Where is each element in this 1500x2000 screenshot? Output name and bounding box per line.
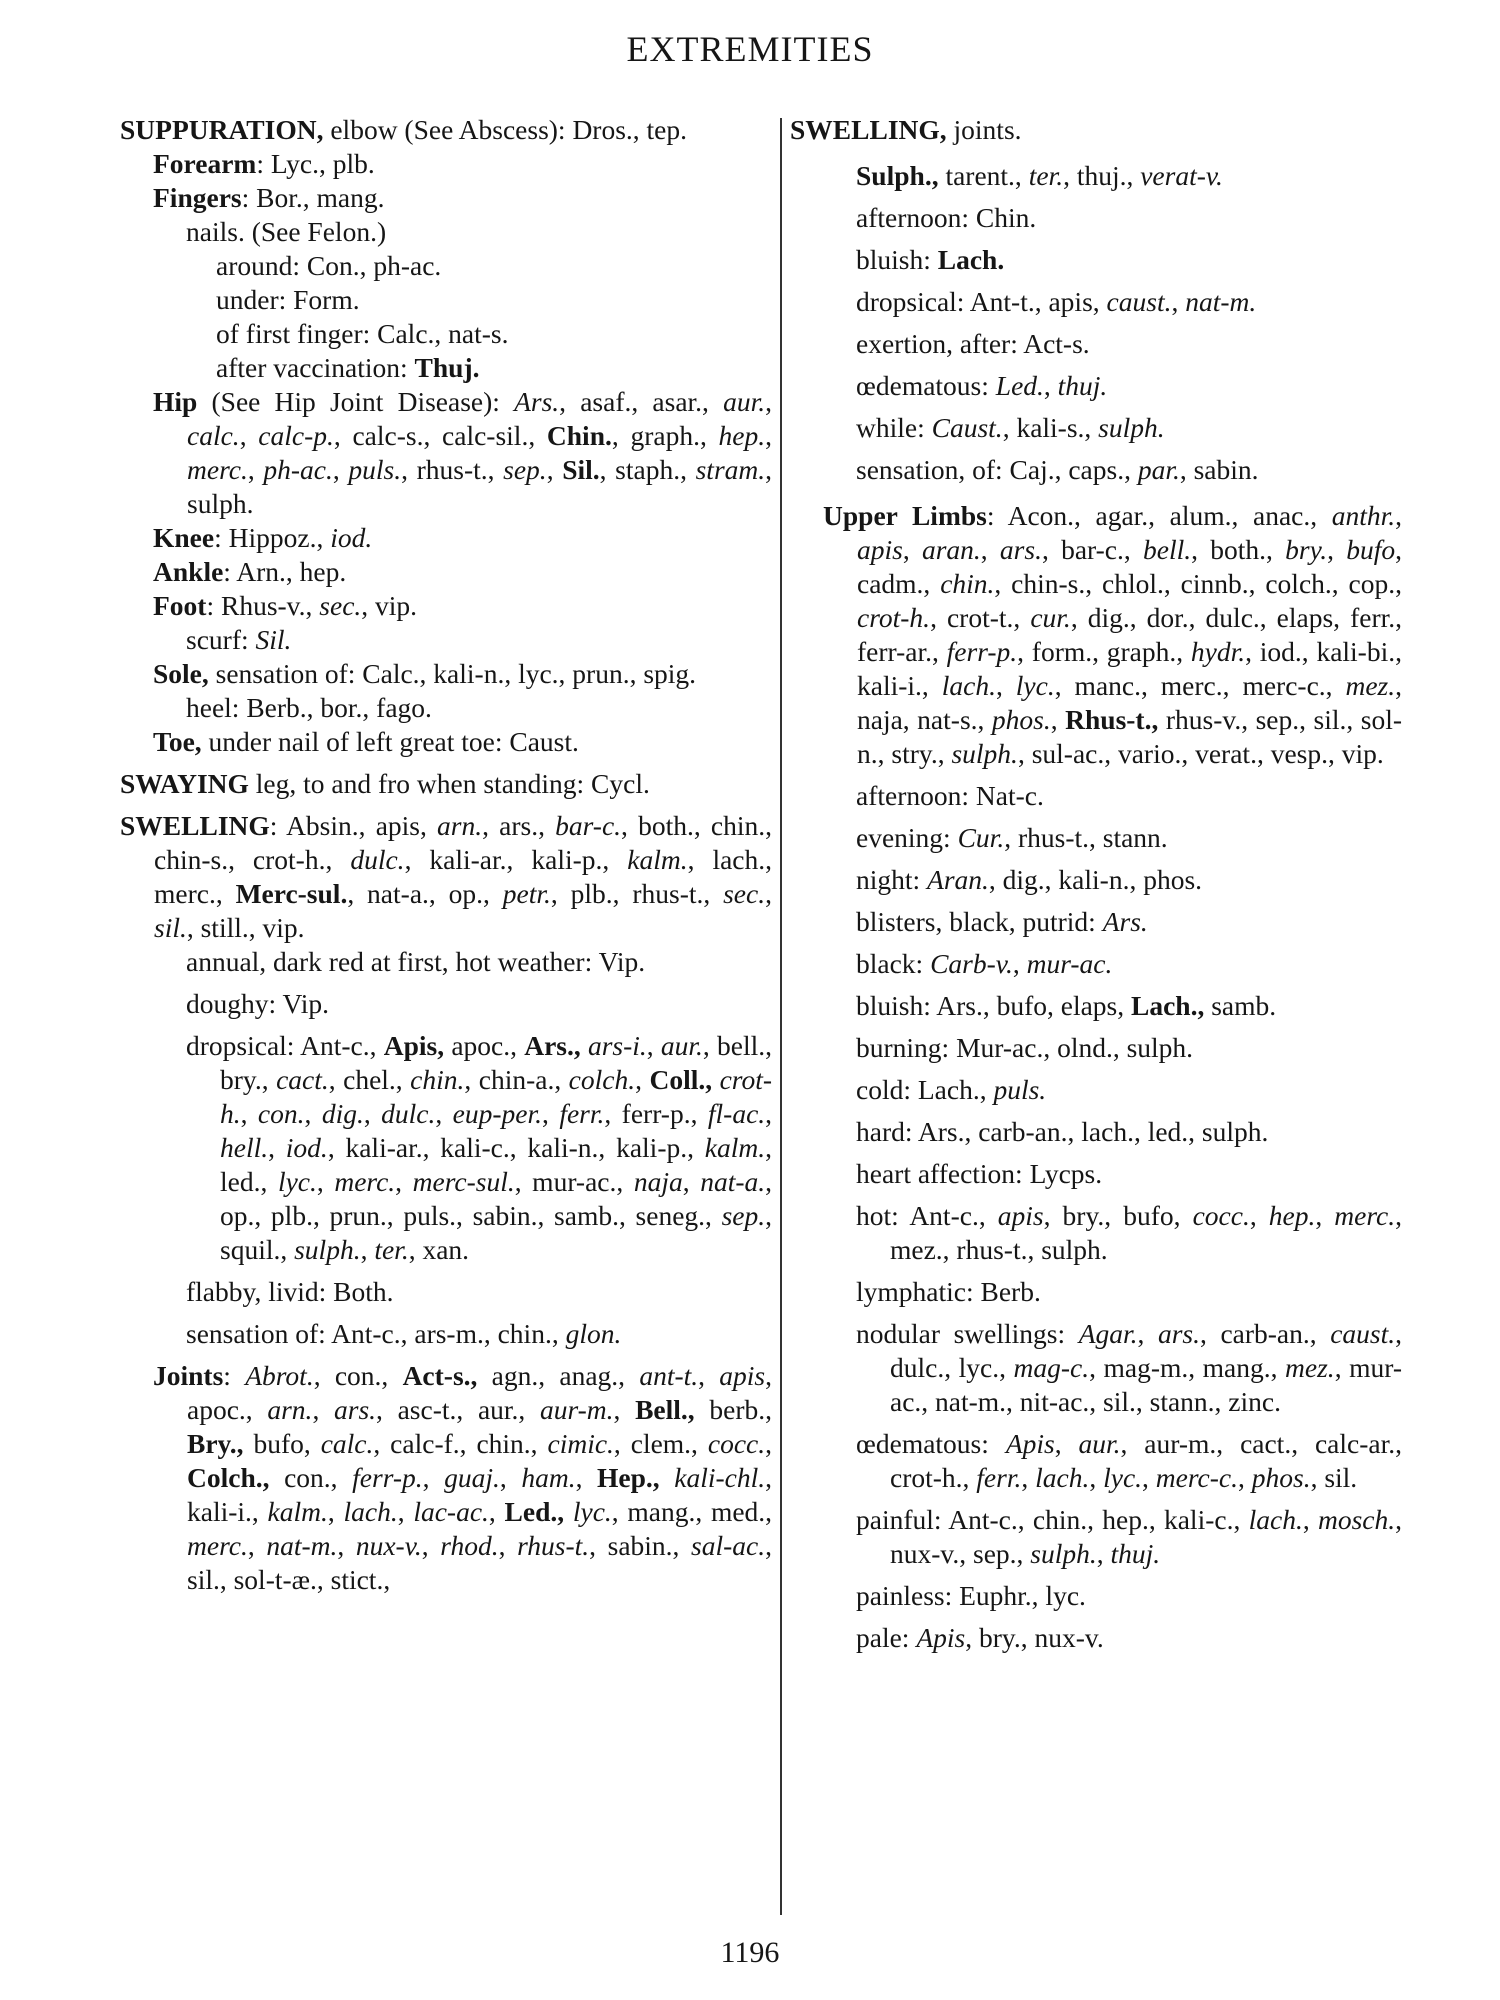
- index-entry: Ankle: Arn., hep.: [153, 556, 347, 587]
- index-entry: doughy: Vip.: [186, 988, 329, 1019]
- index-entry: SWAYING leg, to and fro when standing: Cycl.: [120, 768, 650, 799]
- index-entry: Hip (See Hip Joint Disease): Ars., asaf., asar., aur., calc., calc-p., calc-s., calc-sil., Chin., graph., hep., merc., ph-ac., puls., rhus-t., sep., Sil., staph., stram., sulph.: [153, 386, 773, 519]
- index-entry: Fingers: Bor., mang.: [153, 182, 385, 213]
- index-entry: after vaccination: Thuj.: [216, 352, 480, 383]
- index-entry: SWELLING: Absin., apis, arn., ars., bar-c., both., chin., chin-s., crot-h., dulc., kali-ar., kali-p., kalm., lach., merc., Merc-sul., nat-a., op., petr., plb., rhus-t., sec., sil., still., vip.: [120, 810, 772, 943]
- index-entry: while: Caust., kali-s., sulph.: [856, 412, 1165, 443]
- index-entry: Forearm: Lyc., plb.: [153, 148, 375, 179]
- index-entry: sensation, of: Caj., caps., par., sabin.: [856, 454, 1259, 485]
- index-entry: dropsical: Ant-t., apis, caust., nat-m.: [856, 286, 1257, 317]
- index-entry: night: Aran., dig., kali-n., phos.: [856, 864, 1203, 895]
- index-entry: Foot: Rhus-v., sec., vip.: [153, 590, 418, 621]
- index-entry: heart affection: Lycps.: [856, 1158, 1103, 1189]
- index-entry: scurf: Sil.: [186, 624, 292, 655]
- index-entry: Joints: Abrot., con., Act-s., agn., anag., ant-t., apis, apoc., arn., ars., asc-t., aur., aur-m., Bell., berb., Bry., bufo, calc., calc-f., chin., cimic., clem., cocc., Colch., con., ferr-p., guaj., ham., Hep., kali-chl., kali-i., kalm., lach., lac-ac., Led., lyc., mang., med., merc., nat-m., nux-v., rhod., rhus-t., sabin., sal-ac., sil., sol-t-æ., stict.,: [153, 1360, 773, 1595]
- left-column: [120, 113, 772, 1597]
- index-entry: Knee: Hippoz., iod.: [153, 522, 373, 553]
- index-entry: SWELLING, joints.: [790, 114, 1022, 145]
- index-entry: around: Con., ph-ac.: [216, 250, 442, 281]
- index-entry: Sulph., tarent., ter., thuj., verat-v.: [856, 160, 1223, 191]
- index-entry: Sole, sensation of: Calc., kali-n., lyc., prun., spig.: [153, 658, 697, 689]
- index-entry: SUPPURATION, elbow (See Abscess): Dros., tep.: [120, 114, 688, 145]
- page-number: 1196: [720, 1936, 780, 1969]
- index-entry: afternoon: Nat-c.: [856, 780, 1044, 811]
- right-column: [790, 113, 1402, 1655]
- index-entry: exertion, after: Act-s.: [856, 328, 1090, 359]
- index-entry: sensation of: Ant-c., ars-m., chin., glon.: [186, 1318, 622, 1349]
- index-entry: œdematous: Led., thuj.: [856, 370, 1108, 401]
- index-entry: œdematous: Apis, aur., aur-m., cact., calc-ar., crot-h., ferr., lach., lyc., merc-c., phos., sil.: [856, 1428, 1402, 1493]
- index-entry: evening: Cur., rhus-t., stann.: [856, 822, 1168, 853]
- index-entry: hot: Ant-c., apis, bry., bufo, cocc., hep., merc., mez., rhus-t., sulph.: [856, 1200, 1402, 1265]
- index-entry: burning: Mur-ac., olnd., sulph.: [856, 1032, 1194, 1063]
- index-entry: black: Carb-v., mur-ac.: [856, 948, 1113, 979]
- index-entry: of first finger: Calc., nat-s.: [216, 318, 509, 349]
- index-entry: lymphatic: Berb.: [856, 1276, 1041, 1307]
- index-entry: hard: Ars., carb-an., lach., led., sulph.: [856, 1116, 1269, 1147]
- index-entry: painful: Ant-c., chin., hep., kali-c., lach., mosch., nux-v., sep., sulph., thuj.: [856, 1504, 1402, 1569]
- index-entry: heel: Berb., bor., fago.: [186, 692, 432, 723]
- index-entry: afternoon: Chin.: [856, 202, 1037, 233]
- column-divider: [780, 118, 782, 1915]
- index-entry: Toe, under nail of left great toe: Caust.: [153, 726, 579, 757]
- index-entry: annual, dark red at first, hot weather: Vip.: [186, 946, 646, 977]
- index-entry: painless: Euphr., lyc.: [856, 1580, 1086, 1611]
- index-entry: blisters, black, putrid: Ars.: [856, 906, 1148, 937]
- index-entry: Upper Limbs: Acon., agar., alum., anac., anthr., apis, aran., ars., bar-c., bell., both., bry., bufo, cadm., chin., chin-s., chlol., cinnb., colch., cop., crot-h., crot-t., cur., dig., dor., dulc., elaps, ferr., ferr-ar., ferr-p., form., graph., hydr., iod., kali-bi., kali-i., lach., lyc., manc., merc., merc-c., mez., naja, nat-s., phos., Rhus-t., rhus-v., sep., sil., sol-n., stry., sulph., sul-ac., vario., verat., vesp., vip.: [823, 500, 1403, 769]
- index-entry: nodular swellings: Agar., ars., carb-an., caust., dulc., lyc., mag-c., mag-m., mang., mez., mur-ac., nat-m., nit-ac., sil., stann., zinc.: [856, 1318, 1403, 1417]
- index-entry: cold: Lach., puls.: [856, 1074, 1047, 1105]
- index-entry: pale: Apis, bry., nux-v.: [856, 1622, 1104, 1653]
- index-entry: dropsical: Ant-c., Apis, apoc., Ars., ars-i., aur., bell., bry., cact., chel., chin., chin-a., colch., Coll., crot-h., con., dig., dulc., eup-per., ferr., ferr-p., fl-ac., hell., iod., kali-ar., kali-c., kali-n., kali-p., kalm., led., lyc., merc., merc-sul., mur-ac., naja, nat-a., op., plb., prun., puls., sabin., samb., seneg., sep., squil., sulph., ter., xan.: [186, 1030, 773, 1265]
- index-entry: nails. (See Felon.): [186, 216, 387, 247]
- index-entry: under: Form.: [216, 284, 360, 315]
- index-entry: bluish: Ars., bufo, elaps, Lach., samb.: [856, 990, 1277, 1021]
- index-entry: flabby, livid: Both.: [186, 1276, 394, 1307]
- index-entry: bluish: Lach.: [856, 244, 1005, 275]
- page-header: EXTREMITIES: [626, 29, 874, 69]
